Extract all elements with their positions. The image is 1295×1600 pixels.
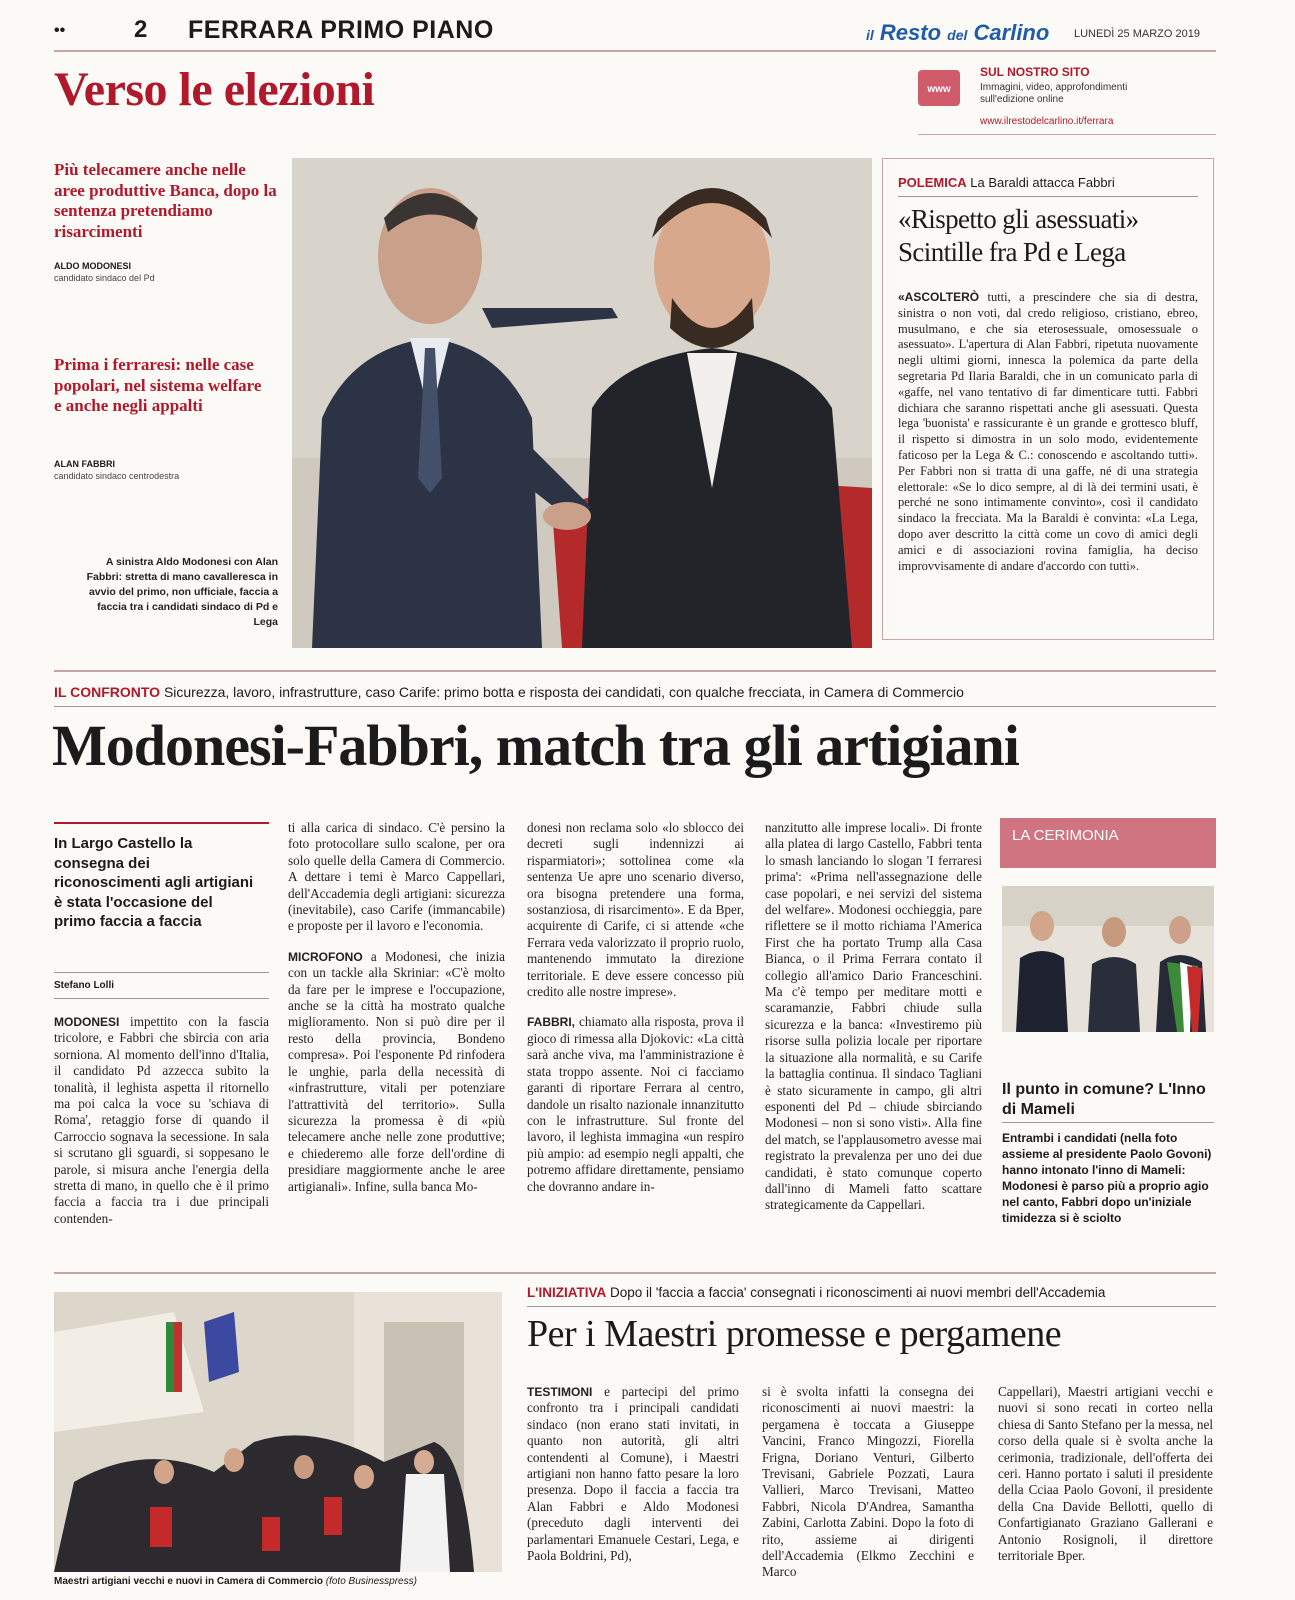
brand-carlino: Carlino [973,20,1050,45]
confronto-col1-lead: MODONESI [54,1015,120,1029]
iniziativa-col3-text: Cappellari), Maestri artigiani vecchi e nuovi si sono recati in corteo nella chiesa di Santo Stefano per la messa, nel corso della quale si è svolta anche la cerimonia, tradizionale, dell'offerta dei ceri. Hanno portato i saluti il presidente della Cciaa Paolo Govoni, il presidente della Cna Davide Bellotti, quello di Confartigianato Graziano Gallerani e Antonio Rosignoli, il direttore territoriale Bper. [998,1384,1213,1564]
site-icon [918,70,960,106]
maestri-caption-credit: (foto Businesspress) [325,1576,417,1587]
confronto-col2 [288,820,505,1195]
quote-modonesi-role: candidato sindaco del Pd [54,273,155,283]
iniziativa-kicker-rule [527,1306,1216,1307]
maestri-caption-text: Maestri artigiani vecchi e nuovi in Camera di Commercio [54,1576,323,1587]
iniziativa-col3 [998,1384,1213,1564]
iniziativa-col1 [527,1384,739,1564]
quote-modonesi: Più telecamere anche nelle aree produttive Banca, dopo la sentenza pretendiamo risarcimenti [54,160,277,241]
cerimonia-photo [1002,886,1214,1032]
handshake-illustration [292,158,872,648]
section-label: FERRARA PRIMO PIANO [188,16,494,44]
maestri-photo [54,1292,502,1572]
bottom-rule [54,1272,1216,1274]
polemica-body [898,290,1198,574]
quote-modonesi-name: ALDO MODONESI [54,261,132,271]
cerimonia-tag-label: LA CERIMONIA [1012,827,1119,844]
iniziativa-col2-text: si è svolta infatti la consegna dei riconoscimenti ai nuovi maestri: la pergamena è toccata a Giuseppe Vancini, Franco Mingozzi, Fiorella Frigna, Doriano Venturi, Gilberto Trevisani, Gabriele Pozzati, Laura Vallieri, Marco Trevisani, Matteo Fabbri, Nicola D'Andrea, Samantha Zabini, Carlotta Zabini. Dopo la foto di rito, assieme ai dirigenti dell'Accademia (Elkmo Zecchini e Marco [762,1384,974,1580]
iniziativa-kicker-text: Dopo il 'faccia a faccia' consegnati i riconoscimenti ai nuovi membri dell'Accademia [609,1285,1106,1300]
brand-il: il [866,27,874,43]
cerimonia-rule [1002,1122,1214,1123]
confronto-col3b-para [527,1014,744,1194]
cerimonia-text: Entrambi i candidati (nella foto assieme al presidente Paolo Govoni) hanno intonato l'inno di Mameli: Modonesi è parso più a proprio agio nel canto, Fabbri dopo un'iniziale timidezza si è sciolto [1002,1131,1212,1225]
confronto-col2a: ti alla carica di sindaco. C'è persino la foto protocollare sullo scalone, per ora solo quelle della Camera di Commercio. A dettare i temi è Marco Cappellari, dell'Accademia degli artigiani: sicurezza (inevitabile), caso Carife (immancabile) e proposte per il lavoro e l'economia. [288,820,505,934]
confronto-rule [54,670,1216,672]
masthead-rule [54,50,1216,52]
confronto-col3b: chiamato alla risposta, prova il gioco di rimessa alla Djokovic: «La città sarà anche viva, ma l'amministrazione è stata troppo assente. Noi ci facciamo garanti di riportare Ferrara al centro, dandole un risalto nazionale innanzitutto con le infrastrutture. Sul fronte del lavoro, il leghista immagina «un respiro più ampio: ad esempio negli appalti, che potremo affidare direttamente, pensiamo che dovranno andare in- [527,1014,745,1194]
confronto-col3-lead: FABBRI, [527,1015,575,1030]
confronto-kicker-text: Sicurezza, lavoro, infrastrutture, caso Carife: primo botta e risposta dei candidati, con qualche frecciata, in Camera di Commercio [163,684,964,700]
polemica-title: «Rispetto gli asessuati» Scintille fra Pd e Lega [898,204,1139,267]
maestri-illustration [54,1292,502,1572]
cerimonia-illustration [1002,886,1214,1032]
iniziativa-col1-text: e partecipi del primo confronto tra i principali candidati sindaco (non erano stati invitati, in quanto non autorità, gli altri contendenti al Comune), i Maestri artigiani non hanno fatto pesare la loro presenza. Dopo il faccia a faccia tra Alan Fabbri e Aldo Modonesi (preceduto dagli interventi dei parlamentari Emanuele Cestari, Lega, e Paola Boldrini, Pd), [527,1384,739,1564]
site-box-text: Immagini, video, approfondimenti sull'edizione online [980,82,1128,105]
confronto-col3a: donesi non reclama solo «lo sblocco dei decreti sugli indennizzi ai risparmiatori»; sottolinea come «la sentenza Ue apre uno scenario diverso, ora bisogna pretendere una forma, sostanziosa, di risarcimento». E da Bper, acquirente di Carife, ci si attende «che Ferrara veda valorizzato il proprio ruolo, mantenendo immutato la direzione territoriale. E deve essere concesso più credito alle nostre imprese». [527,820,744,1000]
iniziativa-kicker-label: L'INIZIATIVA [527,1285,607,1300]
byline-rule-bottom [54,998,269,999]
confronto-kicker-rule [54,706,1216,707]
polemica-lead: «ASCOLTERÒ [898,290,980,304]
confronto-col1-text: impettito con la fascia tricolore, e Fabbri che sbircia con aria sorniona. Al momento dell'inno d'Italia, il candidato Pd azzecca subito la tonalità, il leghista aspetta il ritornello ma poi calca la voce su 'schiava di Roma', retaggio forse di quando il Carroccio sognava la secessione. In sala si scrutano gli sguardi, si soppesano le parole, si misura anche l'energia della stretta di mano, in quello che è il primo faccia a faccia tra i due principali contenden- [54,1014,269,1226]
brand-resto: Resto [879,20,942,45]
confronto-summary: In Largo Castello la consegna dei riconoscimenti agli artigiani è stata l'occasione del primo faccia a faccia [54,835,254,930]
iniziativa-col2 [762,1384,974,1581]
polemica-kicker-text: La Baraldi attacca Fabbri [970,175,1115,190]
confronto-col1 [54,1014,269,1227]
quote-fabbri-name: ALAN FABBRI [54,459,115,469]
confronto-kicker [54,684,1224,700]
quote-fabbri: Prima i ferraresi: nelle case popolari, nel sistema welfare e anche negli appalti [54,355,262,415]
confronto-col2-lead: MICROFONO [288,949,363,964]
main-photo-caption: A sinistra Aldo Modonesi con Alan Fabbri: stretta di mano cavalleresca in avvio del primo, non ufficiale, faccia a faccia tra i candidati sindaco di Pd e Lega [86,556,278,628]
site-box-rule [918,134,1216,135]
confronto-col4-text: nanzitutto alle imprese locali». Di fronte alla platea di largo Castello, Fabbri tenta lo smash lanciando lo slogan 'I ferraresi prima': «Prima nell'assegnazione delle case popolari, e nei servizi del sistema del welfare». Modonesi occhieggia, pare riflettere se il motto richiama l'America First che ha portato Trump alla Casa Bianca, o il Prima Ferrara contato il collegio all'amico Dario Franceschini. Ma c'è tempo per meditare motti e scaramanzie, Fabbri chiude sulla sicurezza e la banca: «Investiremo più risorse sulla polizia locale per riportare la situazione alla normalità, e su Carife la battaglia continua. Il sindaco Tagliani è stato sicuramente in campo, gli altri esponenti del Pd – chiude sbirciando Modonesi – non si sono visti». Alla fine del match, se l'applausometro avesse mai registrato la prevalenza per uno dei due candidati, è stato comunque coperto dall'inno di Mameli fatto scattare strategicamente da Cappellari. [765,820,982,1213]
section-title: Verso le elezioni [54,63,375,116]
main-photo-handshake [292,158,872,648]
site-box-title: SUL NOSTRO SITO [980,65,1090,79]
confronto-headline: Modonesi-Fabbri, match tra gli artigiani [52,713,1019,778]
iniziativa-col1-lead: TESTIMONI [527,1385,593,1399]
polemica-kicker [898,175,1115,190]
confronto-byline: Stefano Lolli [54,980,114,991]
brand-logo [866,20,1049,46]
maestri-photo-caption [54,1576,502,1587]
byline-rule-top [54,972,269,973]
confronto-col4 [765,820,982,1214]
confronto-col2b-para [288,949,505,1195]
confronto-summary-rule [54,822,269,824]
cerimonia-tag [1000,818,1216,868]
polemica-kicker-label: POLEMICA [898,175,967,190]
page-marks: •• [54,22,66,39]
brand-del: del [947,27,968,43]
iniziativa-kicker [527,1285,1227,1300]
iniziativa-headline: Per i Maestri promesse e pergamene [527,1313,1062,1355]
confronto-col2b: a Modonesi, che inizia con un tackle alla Skriniar: «C'è molto da fare per le imprese e l'occupazione, anche se la città ha mostrato qualche miglioramento. Non si può dire per il resto della provincia, Bondeno compresa». Poi l'esponente Pd rinfodera le unghie, parla della necessità di «infrastrutture, vitali per potenziare l'attrattività del territorio». Sulla sicurezza la promessa è di «più telecamere anche nelle zone produttive; e chiederemo alle forze dell'ordine di presidiare maggiormente anche le aree artigianali». Infine, sulla banca Mo- [288,948,506,1194]
quote-fabbri-role: candidato sindaco centrodestra [54,471,180,481]
issue-date: LUNEDÌ 25 MARZO 2019 [1074,28,1200,40]
site-box-url[interactable]: www.ilrestodelcarlino.it/ferrara [980,116,1114,127]
polemica-kicker-rule [898,196,1198,197]
page-number: 2 [134,16,148,43]
confronto-col3 [527,820,744,1195]
polemica-text: tutti, a prescindere che sia di destra, sinistra o non voti, dal credo religioso, cristiano, ebreo, musulmano, e che sia eterosessuale, omosessuale o asessuato». L'apertura di Alan Fabbri, ripetuta nuovamente negli ultimi giorni, innesca la polemica da parte della segretaria Pd Ilaria Baraldi, che in un comunicato parla di «gaffe, nel vano tentativo di far dimenticare tutti. Fabbri dichiara che saranno rispettati anche gli asessuati. Questa lega 'buonista' e rassicurante è un grande e grottesco bluff, il rispetto si dimostra in un solo modo, evidentemente faticoso per la Lega & C.: conoscendo e ascoltando tutti». Per Fabbri non si tratta di una gaffe, né di una strategia elettorale: «Se lo dico sempre, al di là dei termini usati, è perché ne sono intimamente convinto», così il candidato sindaco la frecciata. Ma la Baraldi è convinta: «La Lega, dopo aver descritto la città come un covo di amici degli amici e di associazioni rovina famiglia, ha deciso improvvisamente di andare d'accordo con tutti». [898,290,1198,573]
cerimonia-title: Il punto in comune? L'Inno di Mameli [1002,1081,1206,1118]
confronto-kicker-label: IL CONFRONTO [54,684,161,700]
site-icon-label: www [927,84,951,95]
